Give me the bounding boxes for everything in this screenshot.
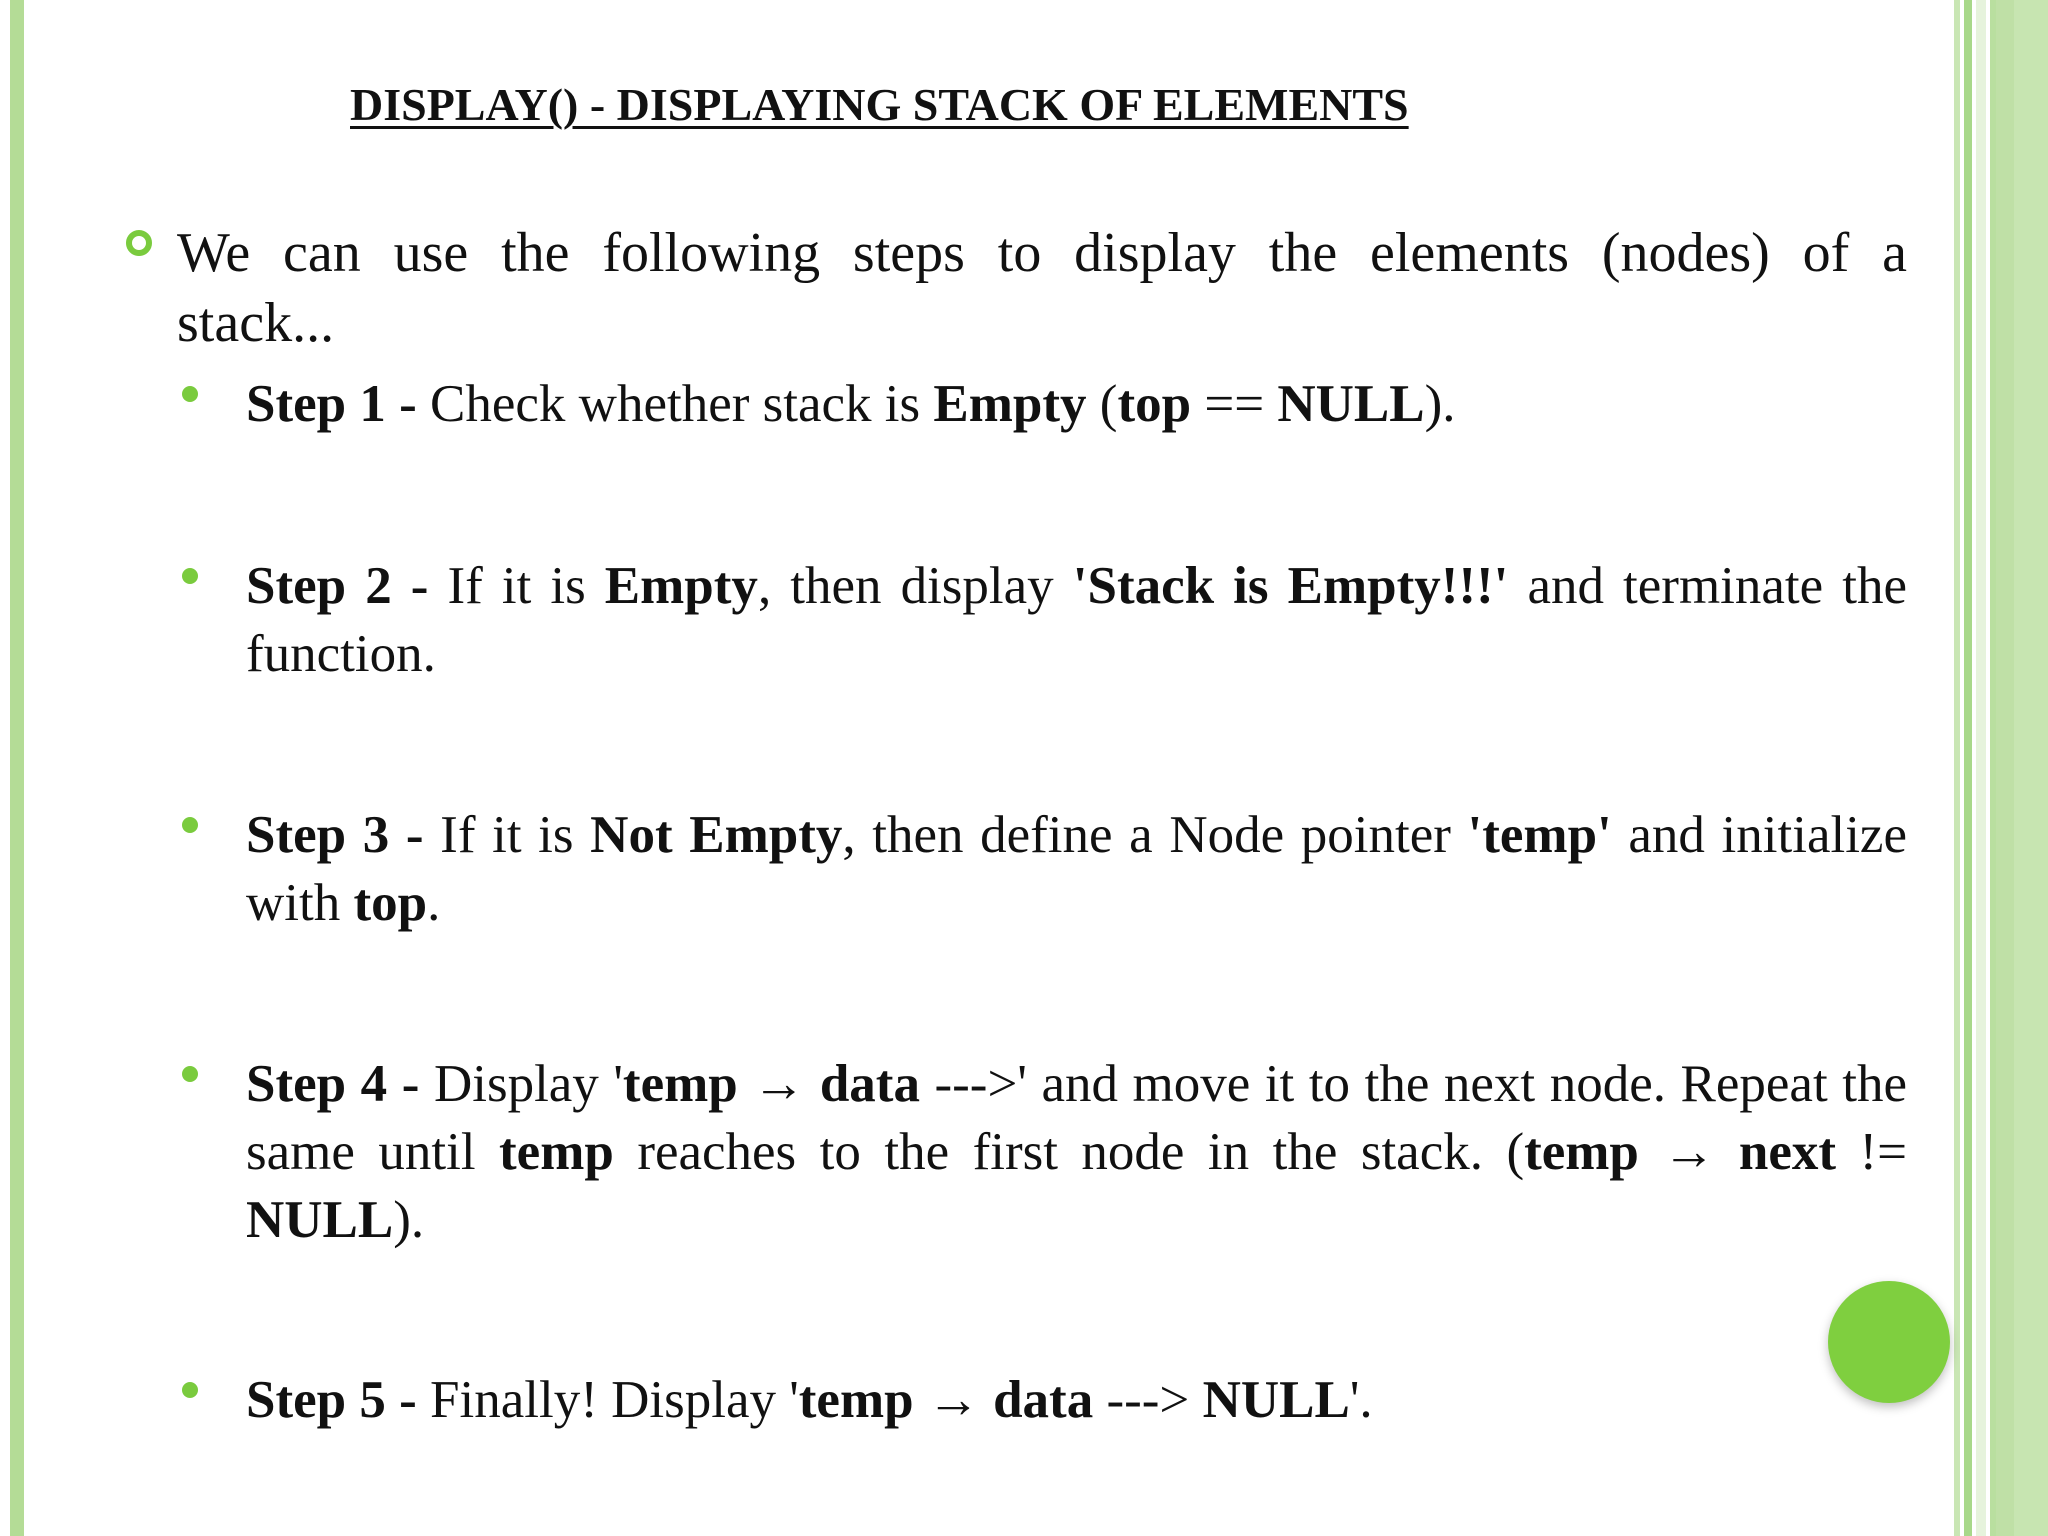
step-label: Step 3 - bbox=[246, 806, 441, 864]
green-circle-decoration bbox=[1828, 1281, 1950, 1403]
step-emphasis: top bbox=[1117, 375, 1192, 433]
step-text-run: ---> bbox=[1093, 1371, 1203, 1429]
step-emphasis: temp bbox=[499, 1123, 614, 1181]
step-emphasis: temp → data bbox=[798, 1371, 1094, 1429]
step-text-run: '. bbox=[1349, 1371, 1373, 1429]
slide-title: DISPLAY() - DISPLAYING STACK OF ELEMENTS bbox=[350, 79, 1409, 130]
ring-bullet-icon bbox=[126, 230, 152, 256]
right-decorative-stripes bbox=[1954, 0, 2048, 1536]
step-emphasis: NULL bbox=[1202, 1371, 1350, 1429]
step-3-text bbox=[246, 801, 1907, 937]
step-text-run: reaches to the first node in the stack. ( bbox=[613, 1123, 1525, 1181]
dot-bullet-icon bbox=[182, 568, 198, 584]
step-text-run: != bbox=[1836, 1123, 1908, 1181]
step-2-text bbox=[246, 552, 1907, 688]
step-label: Step 5 - bbox=[246, 1371, 431, 1429]
dot-bullet-icon bbox=[182, 1382, 198, 1398]
step-emphasis: NULL bbox=[246, 1191, 394, 1249]
step-text-run: ( bbox=[1086, 375, 1118, 433]
step-text-run: . bbox=[427, 874, 441, 932]
intro-text: We can use the following steps to display the elements (nodes) of a stack... bbox=[177, 222, 1907, 354]
step-text-run: If it is bbox=[447, 557, 605, 615]
step-emphasis: 'temp' bbox=[1467, 806, 1612, 864]
step-emphasis: Empty bbox=[604, 557, 758, 615]
step-label: Step 1 - bbox=[246, 375, 431, 433]
step-text-run: and initialize with bbox=[246, 806, 1907, 932]
step-text-run: ). bbox=[1424, 375, 1456, 433]
step-4-text bbox=[246, 1050, 1907, 1254]
step-text-run: --->' and move it to the next node. Repeat the same until bbox=[246, 1055, 1907, 1181]
dot-bullet-icon bbox=[182, 386, 198, 402]
step-text-run: If it is bbox=[440, 806, 591, 864]
step-emphasis: temp → data bbox=[622, 1055, 920, 1113]
step-text-run: == bbox=[1191, 375, 1278, 433]
step-emphasis: Empty bbox=[933, 375, 1087, 433]
step-emphasis: NULL bbox=[1277, 375, 1425, 433]
step-text-run: Finally! Display ' bbox=[430, 1371, 799, 1429]
step-text-run: and terminate the function. bbox=[246, 557, 1907, 683]
dot-bullet-icon bbox=[182, 817, 198, 833]
step-label: Step 4 - bbox=[246, 1055, 434, 1113]
step-emphasis: temp → next bbox=[1524, 1123, 1836, 1181]
step-emphasis: top bbox=[353, 874, 428, 932]
step-text-run: ). bbox=[393, 1191, 425, 1249]
step-5-text bbox=[246, 1366, 1907, 1434]
step-text-run: , then define a Node pointer bbox=[842, 806, 1468, 864]
step-label: Step 2 - bbox=[246, 557, 448, 615]
left-border-stripe bbox=[10, 0, 24, 1536]
step-emphasis: Not Empty bbox=[590, 806, 843, 864]
step-text-run: Display ' bbox=[433, 1055, 623, 1113]
step-text-run: Check whether stack is bbox=[430, 375, 934, 433]
step-1-text bbox=[246, 370, 1907, 438]
step-text-run: , then display bbox=[757, 557, 1073, 615]
dot-bullet-icon bbox=[182, 1066, 198, 1082]
step-emphasis: 'Stack is Empty!!!' bbox=[1072, 557, 1509, 615]
